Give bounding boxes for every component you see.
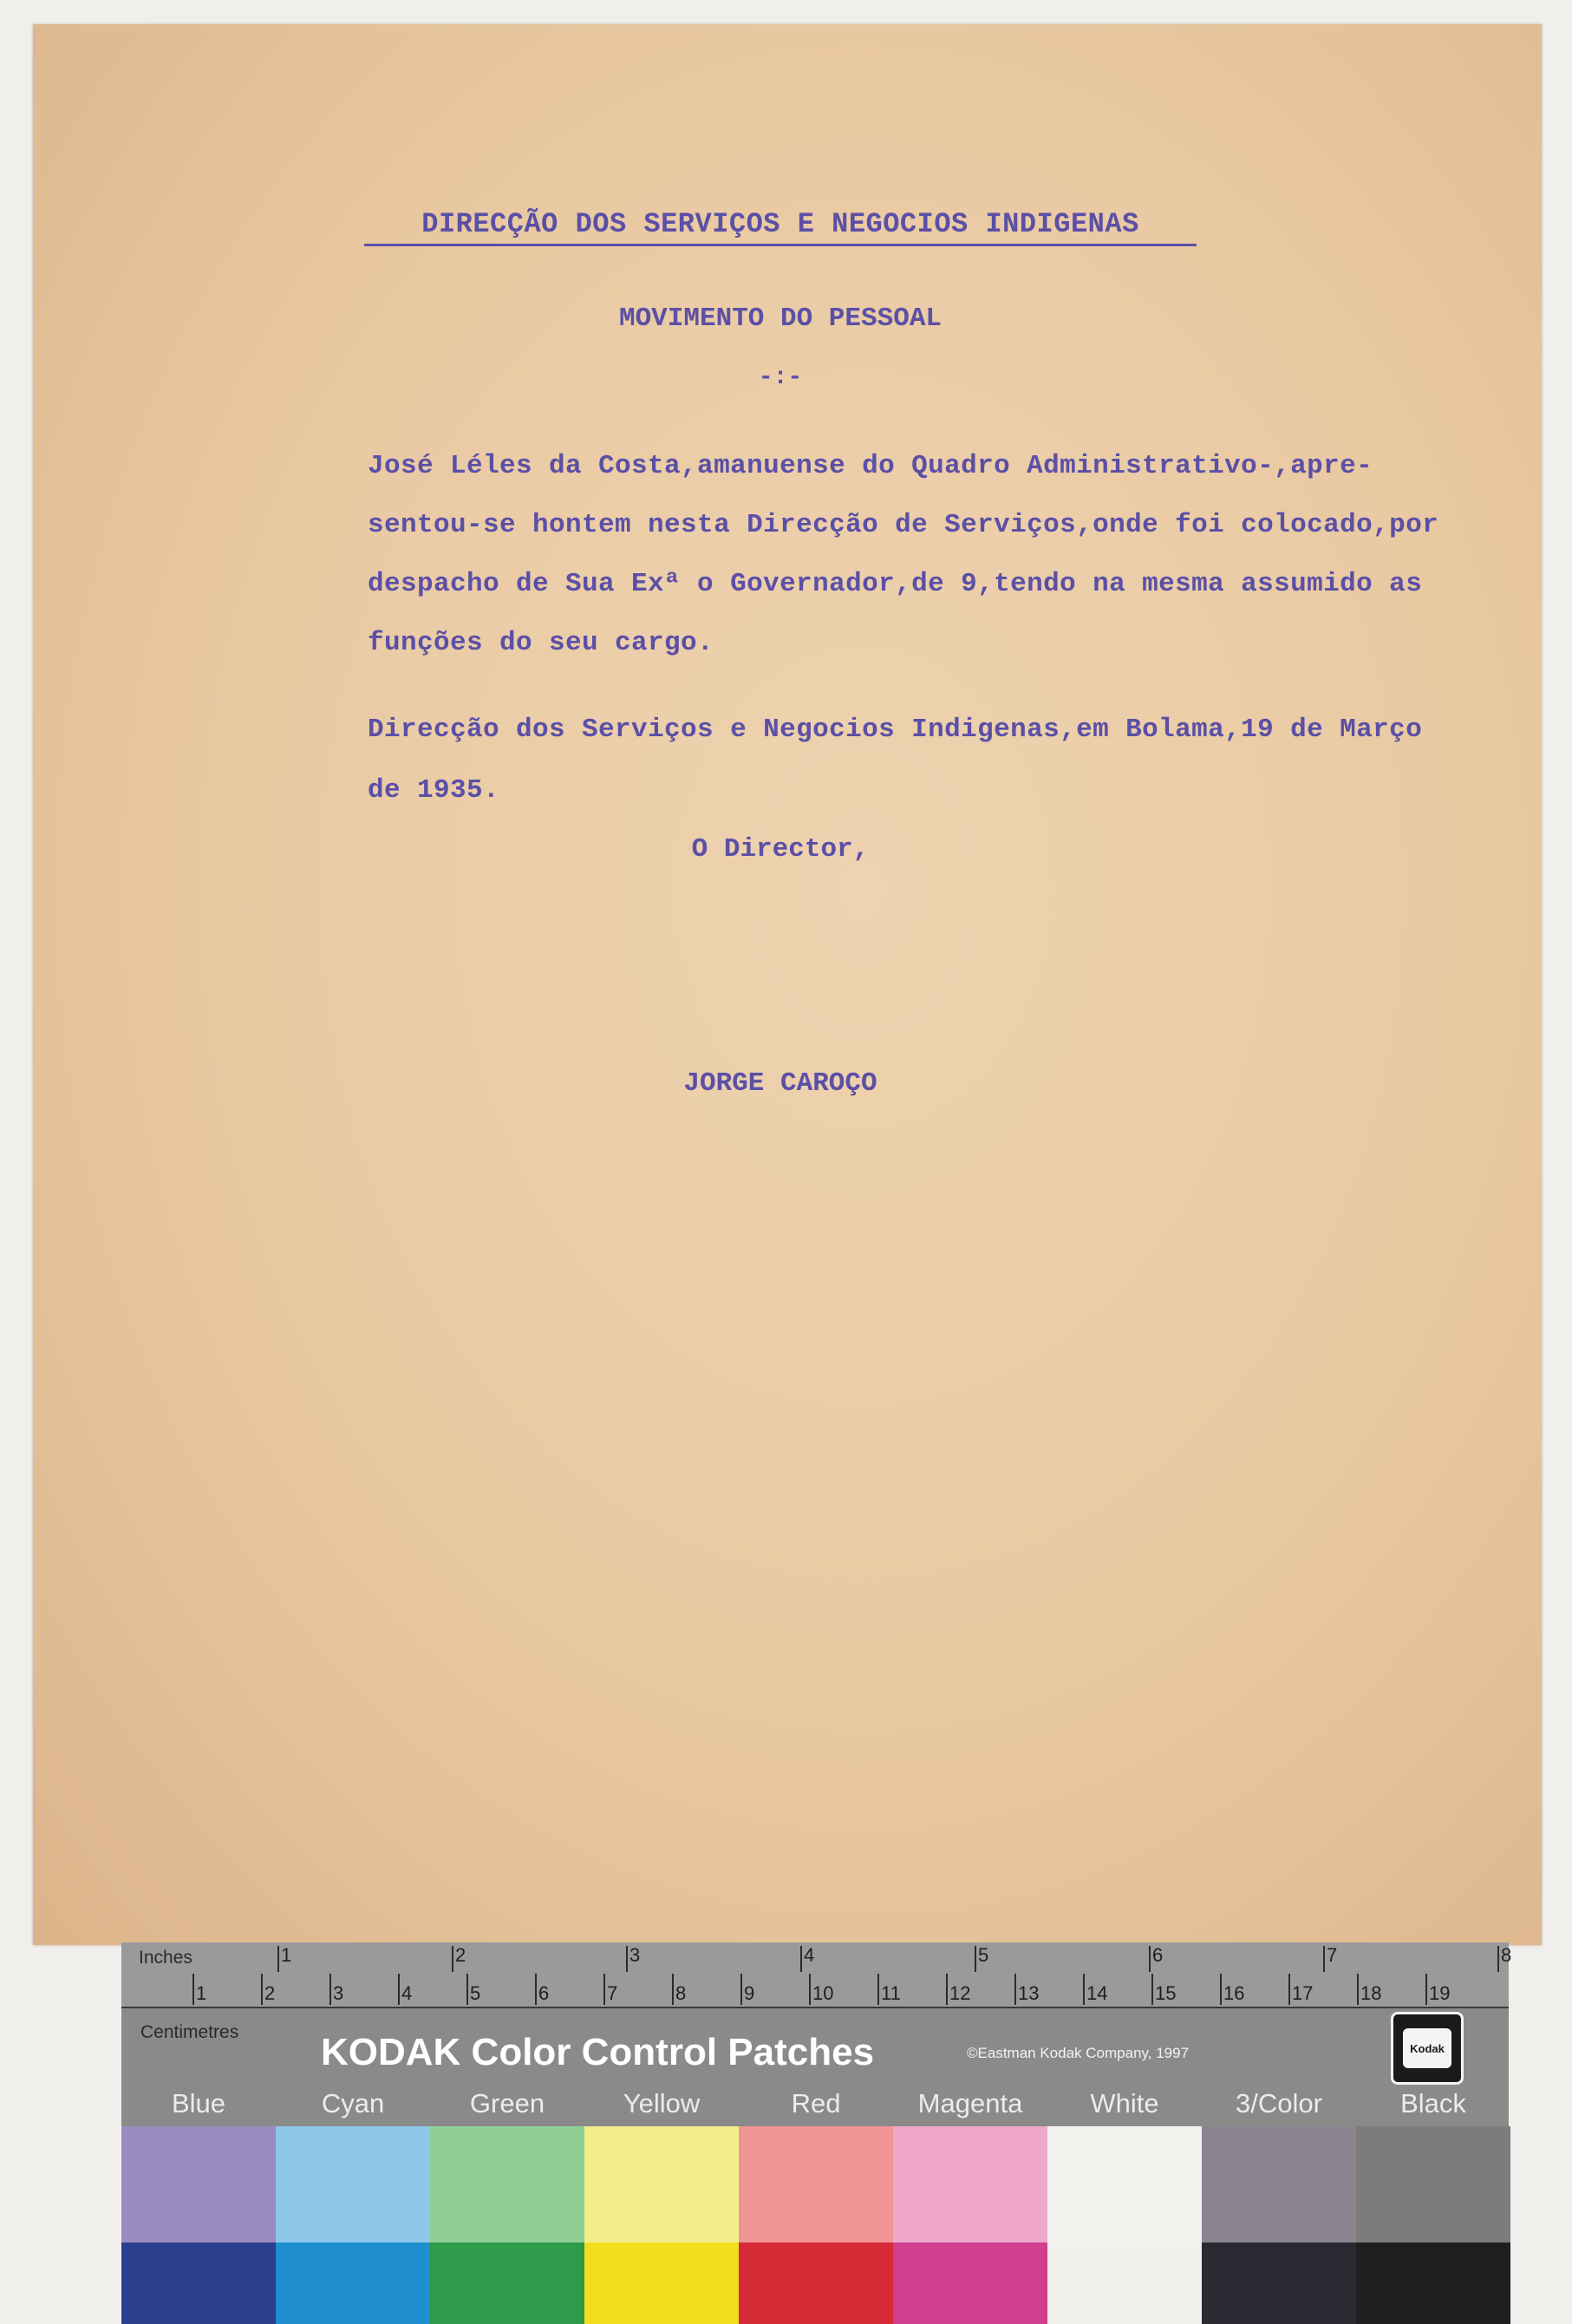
patch-dark-swatch [739,2242,893,2324]
closing-title: O Director, [691,834,870,865]
patch-dark-swatch [121,2242,276,2324]
kodak-brand-title: KODAK Color Control Patches [321,2031,875,2073]
cm-number: 4 [401,1982,413,2004]
color-patch-yellow [584,2126,739,2324]
patch-label-black: Black [1400,2088,1466,2118]
inch-number: 8 [1501,1944,1512,1966]
cm-number: 13 [1018,1982,1040,2004]
inch-tick [1149,1946,1151,1972]
color-patch-green [430,2126,584,2324]
patch-light-swatch [893,2126,1047,2242]
cm-tick [877,1974,879,2005]
cm-number: 3 [333,1982,344,2004]
cm-tick [946,1974,948,2005]
cm-tick [1220,1974,1222,2005]
cm-tick [809,1974,811,2005]
cm-number: 18 [1360,1982,1382,2004]
inch-number: 7 [1327,1944,1338,1966]
color-patch-red [739,2126,893,2324]
patch-light-swatch [430,2126,584,2242]
patch-light-swatch [584,2126,739,2242]
body-line: despacho de Sua Exª o Governador,de 9,tendo na mesma assumido as [368,569,1423,599]
cm-number: 7 [607,1982,618,2004]
patch-light-swatch [1047,2126,1202,2242]
cm-number: 2 [264,1982,276,2004]
cm-number: 9 [744,1982,755,2004]
inch-tick [277,1946,279,1972]
patch-light-swatch [121,2126,276,2242]
patch-label-blue: Blue [171,2088,226,2118]
cm-number: 1 [196,1982,207,2004]
inch-number: 5 [978,1944,989,1966]
cm-tick [740,1974,742,2005]
color-patch-3-color [1202,2126,1356,2324]
inch-tick [626,1946,628,1972]
cm-tick [1288,1974,1290,2005]
cm-tick [672,1974,674,2005]
cm-tick [1014,1974,1016,2005]
patch-label-yellow: Yellow [623,2088,701,2118]
cm-tick [1151,1974,1153,2005]
color-patch-cyan [276,2126,430,2324]
dateline: Direcção dos Serviços e Negocios Indigenas,em Bolama,19 de Março [368,715,1423,745]
patch-dark-swatch [584,2242,739,2324]
cm-tick [466,1974,468,2005]
inch-tick [800,1946,802,1972]
cm-tick [603,1974,605,2005]
cm-tick [535,1974,537,2005]
patch-label-green: Green [469,2088,545,2118]
cm-number: 6 [538,1982,550,2004]
cm-number: 12 [949,1982,971,2004]
cm-number: 16 [1223,1982,1245,2004]
document-subheading: MOVIMENTO DO PESSOAL [618,304,943,334]
patch-light-swatch [739,2126,893,2242]
patch-dark-swatch [1047,2242,1202,2324]
cm-tick [261,1974,263,2005]
body-line: sentou-se hontem nesta Direcção de Serviços,onde foi colocado,por [368,510,1439,540]
kodak-logo-text: Kodak [1403,2028,1451,2068]
inch-number: 6 [1152,1944,1164,1966]
color-patch-white [1047,2126,1202,2324]
document-heading: DIRECÇÃO DOS SERVIÇOS E NEGOCIOS INDIGENAS [364,208,1197,246]
inch-number: 2 [455,1944,466,1966]
patch-dark-swatch [276,2242,430,2324]
section-separator: -:- [758,364,803,391]
kodak-copyright: ©Eastman Kodak Company, 1997 [967,2045,1190,2061]
patch-label-cyan: Cyan [321,2088,385,2118]
patch-label-white: White [1090,2088,1159,2118]
patch-label-magenta: Magenta [917,2088,1023,2118]
body-line: José Léles da Costa,amanuense do Quadro Administrativo-,apre- [368,451,1373,481]
kodak-color-target [121,1942,1512,2324]
inch-tick [1497,1946,1499,1972]
signature-name: JORGE CAROÇO [683,1068,877,1099]
patch-label-3-color: 3/Color [1236,2088,1322,2118]
patch-light-swatch [1356,2126,1510,2242]
color-patch-blue [121,2126,276,2324]
inch-tick [975,1946,976,1972]
color-patch-black [1356,2126,1510,2324]
patch-light-swatch [276,2126,430,2242]
inches-label: Inches [139,1948,192,1968]
body-line: funções do seu cargo. [368,628,714,658]
patch-dark-swatch [1202,2242,1356,2324]
inch-number: 3 [629,1944,641,1966]
patch-dark-swatch [1356,2242,1510,2324]
cm-number: 19 [1429,1982,1451,2004]
measurement-ruler [121,1942,1512,2008]
cm-number: 11 [881,1982,901,2004]
patch-dark-swatch [430,2242,584,2324]
cm-tick [329,1974,331,2005]
inch-tick [452,1946,453,1972]
patch-label-red: Red [791,2088,841,2118]
patch-dark-swatch [893,2242,1047,2324]
cm-tick [1357,1974,1359,2005]
cm-number: 15 [1155,1982,1177,2004]
cm-tick [1083,1974,1085,2005]
inch-tick [1323,1946,1325,1972]
kodak-logo [1391,2012,1464,2085]
cm-tick [192,1974,194,2005]
cm-number: 10 [812,1982,834,2004]
patch-light-swatch [1202,2126,1356,2242]
dateline: de 1935. [368,775,500,806]
cm-number: 5 [470,1982,481,2004]
cm-number: 17 [1292,1982,1314,2004]
inch-number: 4 [804,1944,815,1966]
cm-tick [1425,1974,1427,2005]
cm-number: 8 [675,1982,687,2004]
cm-number: 14 [1086,1982,1108,2004]
color-patch-magenta [893,2126,1047,2324]
inch-number: 1 [281,1944,292,1966]
cm-tick [398,1974,400,2005]
centimetres-label: Centimetres [140,2022,239,2042]
